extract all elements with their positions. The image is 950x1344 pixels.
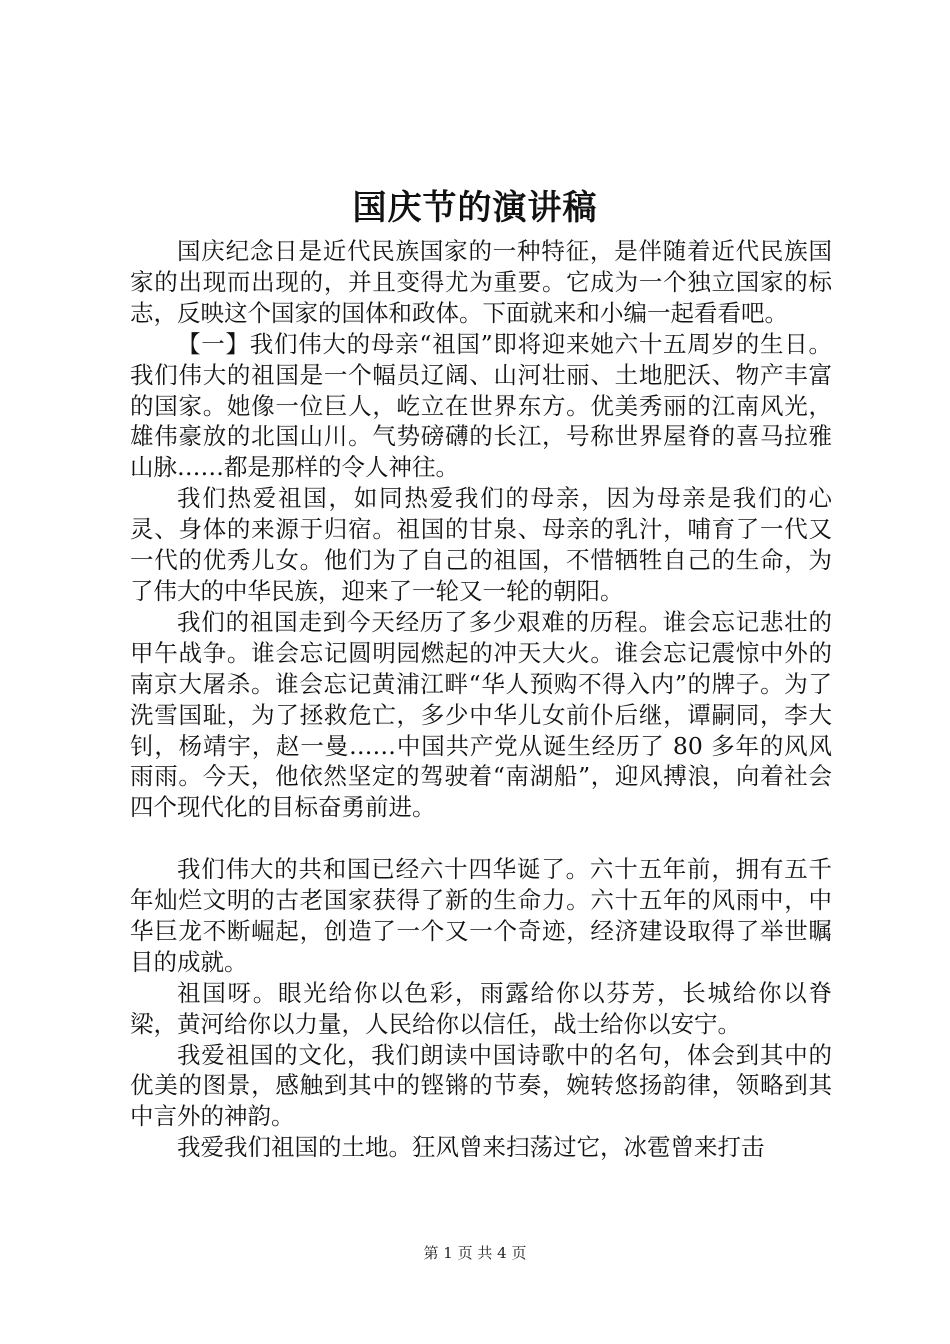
page-footer: 第 1 页 共 4 页: [423, 1244, 527, 1262]
paragraph-intro: 国庆纪念日是近代民族国家的一种特征，是伴随着近代民族国家的出现而出现的，并且变得尤为重要。它成为一个独立国家的标志，反映这个国家的国体和政体。下面就来和小编一起看看吧。: [130, 237, 832, 327]
paragraph-4: 我们伟大的共和国已经六十四华诞了。六十五年前，拥有五千年灿烂文明的古老国家获得了新的生命力。六十五年的风雨中，中华巨龙不断崛起，创造了一个又一个奇迹，经济建设取得了举世瞩目的成就。: [130, 855, 832, 976]
paragraph-2: 我们热爱祖国，如同热爱我们的母亲，因为母亲是我们的心灵、身体的来源于归宿。祖国的甘泉、母亲的乳汁，哺育了一代又一代的优秀儿女。他们为了自己的祖国，不惜牺牲自己的生命，为了伟大的中华民族，迎来了一轮又一轮的朝阳。: [130, 484, 832, 605]
paragraph-6: 我爱祖国的文化，我们朗读中国诗歌中的名句，体会到其中的优美的图景，感触到其中的铿锵的节奏，婉转悠扬韵律，领略到其中言外的神韵。: [130, 1040, 832, 1131]
document-title: 国庆节的演讲稿: [352, 188, 598, 228]
paragraph-1: 【一】我们伟大的母亲“祖国”即将迎来她六十五周岁的生日。我们伟大的祖国是一个幅员辽阔、山河壮丽、土地肥沃、物产丰富的国家。她像一位巨人，屹立在世界东方。优美秀丽的江南风光，雄伟豪放的北国山川。气势磅礴的长江，号称世界屋脊的喜马拉雅山脉……都是那样的令人神往。: [130, 329, 832, 482]
paragraph-5: 祖国呀。眼光给你以色彩，雨露给你以芬芳，长城给你以脊梁，黄河给你以力量，人民给你以信任，战士给你以安宁。: [130, 978, 832, 1038]
paragraph-gap: [130, 823, 832, 854]
document-body: [130, 236, 832, 1163]
paragraph-3: 我们的祖国走到今天经历了多少艰难的历程。谁会忘记悲壮的甲午战争。谁会忘记圆明园燃起的冲天大火。谁会忘记震惊中外的南京大屠杀。谁会忘记黄浦江畔“华人预购不得入内”的牌子。为了洗雪国耻，为了拯救危亡，多少中华儿女前仆后继，谭嗣同，李大钊，杨靖宇，赵一曼……中国共产党从诞生经历了 80 多年的风风雨雨。今天，他依然坚定的驾驶着“南湖船”，迎风搏浪，向着社会四个现代化的目标奋勇前进。: [130, 607, 832, 822]
paragraph-7: 我爱我们祖国的土地。狂风曾来扫荡过它，冰雹曾来打击: [177, 1133, 765, 1162]
